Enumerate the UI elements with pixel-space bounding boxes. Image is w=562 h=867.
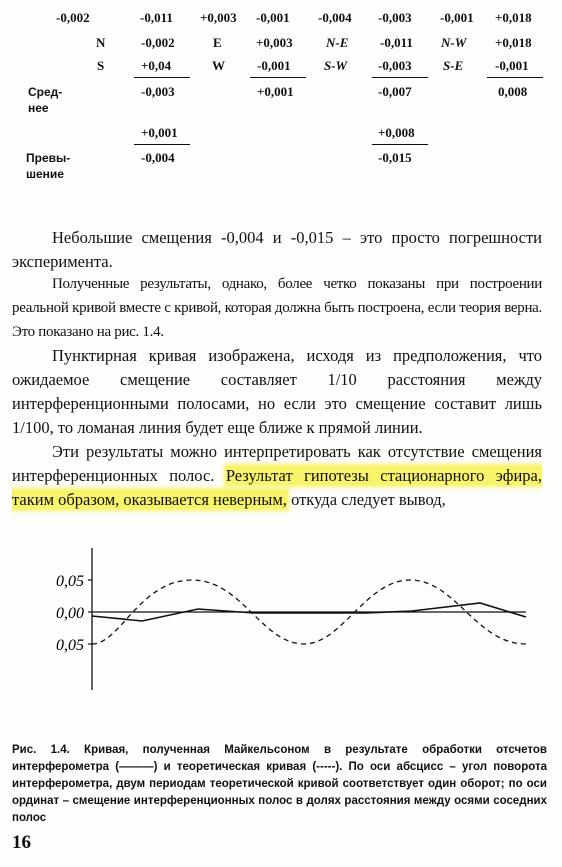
table-cell: +0,003 <box>200 10 237 25</box>
excess-top-value: +0,008 <box>378 125 415 140</box>
table-cell: +0,018 <box>495 35 532 50</box>
paragraph-text: Эти результаты можно интерпретировать как отсутствие смещения интерференционных полос. <box>12 442 542 485</box>
table-cell: -0,003 <box>378 58 412 73</box>
mean-value: -0,003 <box>141 84 175 99</box>
sum-rule <box>372 77 428 78</box>
body-text <box>12 272 542 344</box>
body-text <box>12 226 542 274</box>
table-cell: -0,001 <box>440 10 474 25</box>
table-cell: -0,011 <box>380 35 413 50</box>
mean-value: 0,008 <box>498 84 528 99</box>
table-cell: -0,003 <box>378 10 412 25</box>
table-cell: +0,04 <box>141 58 172 73</box>
mean-label: Сред- нее <box>28 85 63 115</box>
figure-caption: Рис. 1.4. Кривая, полученная Майкельсоном в результате обработки отсчетов интерферометра (———) и теоретическая кривая (-----). По оси абсцисс – угол поворота интерферометра, двум периодам теоретической кривой соответствует один оборот; по оси ординат – смещение интерференционных полос в долях расстояния между осями соседних полос <box>12 744 547 824</box>
mean-value: -0,007 <box>378 84 412 99</box>
table-cell: +0,018 <box>495 10 532 25</box>
excess-label: Превы- шение <box>26 151 71 181</box>
table-cell: +0,003 <box>256 35 293 50</box>
table-cell: S-W <box>324 58 348 73</box>
sum-rule <box>134 144 190 145</box>
table-cell: -0,004 <box>318 10 352 25</box>
table-cell: -0,002 <box>56 10 90 25</box>
paragraph-text: откуда следует вывод, <box>291 490 446 509</box>
page-number: 16 <box>12 832 31 853</box>
table-cell: -0,011 <box>140 10 173 25</box>
paragraph: Пунктирная кривая изображена, исходя из предположения, что ожидаемое смещение составляет 1/10 расстояния между интерференционными полосами, но если это смещение составит лишь 1/100, то ломаная линия будет еще ближе к прямой линии. <box>12 346 542 437</box>
interference-plot <box>20 540 540 690</box>
body-text <box>12 344 542 440</box>
table-cell: W <box>212 58 225 73</box>
y-tick-label: 0,00 <box>56 605 84 622</box>
excess-value: -0,004 <box>141 150 175 165</box>
excess-value: -0,015 <box>378 150 412 165</box>
table-cell: -0,002 <box>141 35 175 50</box>
y-tick-label: 0,05 <box>56 637 84 654</box>
sum-rule <box>487 77 543 78</box>
y-tick-label: 0,05 <box>56 573 84 590</box>
table-cell: S <box>97 58 105 73</box>
sum-rule <box>134 77 190 78</box>
table-cell: -0,001 <box>257 58 291 73</box>
mean-value: +0,001 <box>257 84 294 99</box>
paragraph <box>12 440 542 512</box>
table-cell: E <box>213 35 222 50</box>
table-cell: -0,001 <box>256 10 290 25</box>
table-cell: S-E <box>443 58 464 73</box>
table-cell: -0,001 <box>495 58 529 73</box>
figure-1-4 <box>20 540 540 690</box>
highlighted-text: Результат гипотезы стационарного эфира, таким образом, оказывается неверным, <box>12 466 542 509</box>
paragraph: Полученные результаты, однако, более четко показаны при построении реальной кривой вместе с кривой, которая должна быть построена, если теория верна. Это показано на рис. 1.4. <box>12 276 542 340</box>
table-cell: N-E <box>326 35 349 50</box>
body-text <box>12 440 542 512</box>
sum-rule <box>372 144 428 145</box>
table-cell: N-W <box>441 35 467 50</box>
sum-rule <box>250 77 306 78</box>
paragraph: Небольшие смещения -0,004 и -0,015 – это просто погрешности эксперимента. <box>12 228 542 271</box>
table-cell: N <box>96 35 106 50</box>
excess-top-value: +0,001 <box>141 125 178 140</box>
